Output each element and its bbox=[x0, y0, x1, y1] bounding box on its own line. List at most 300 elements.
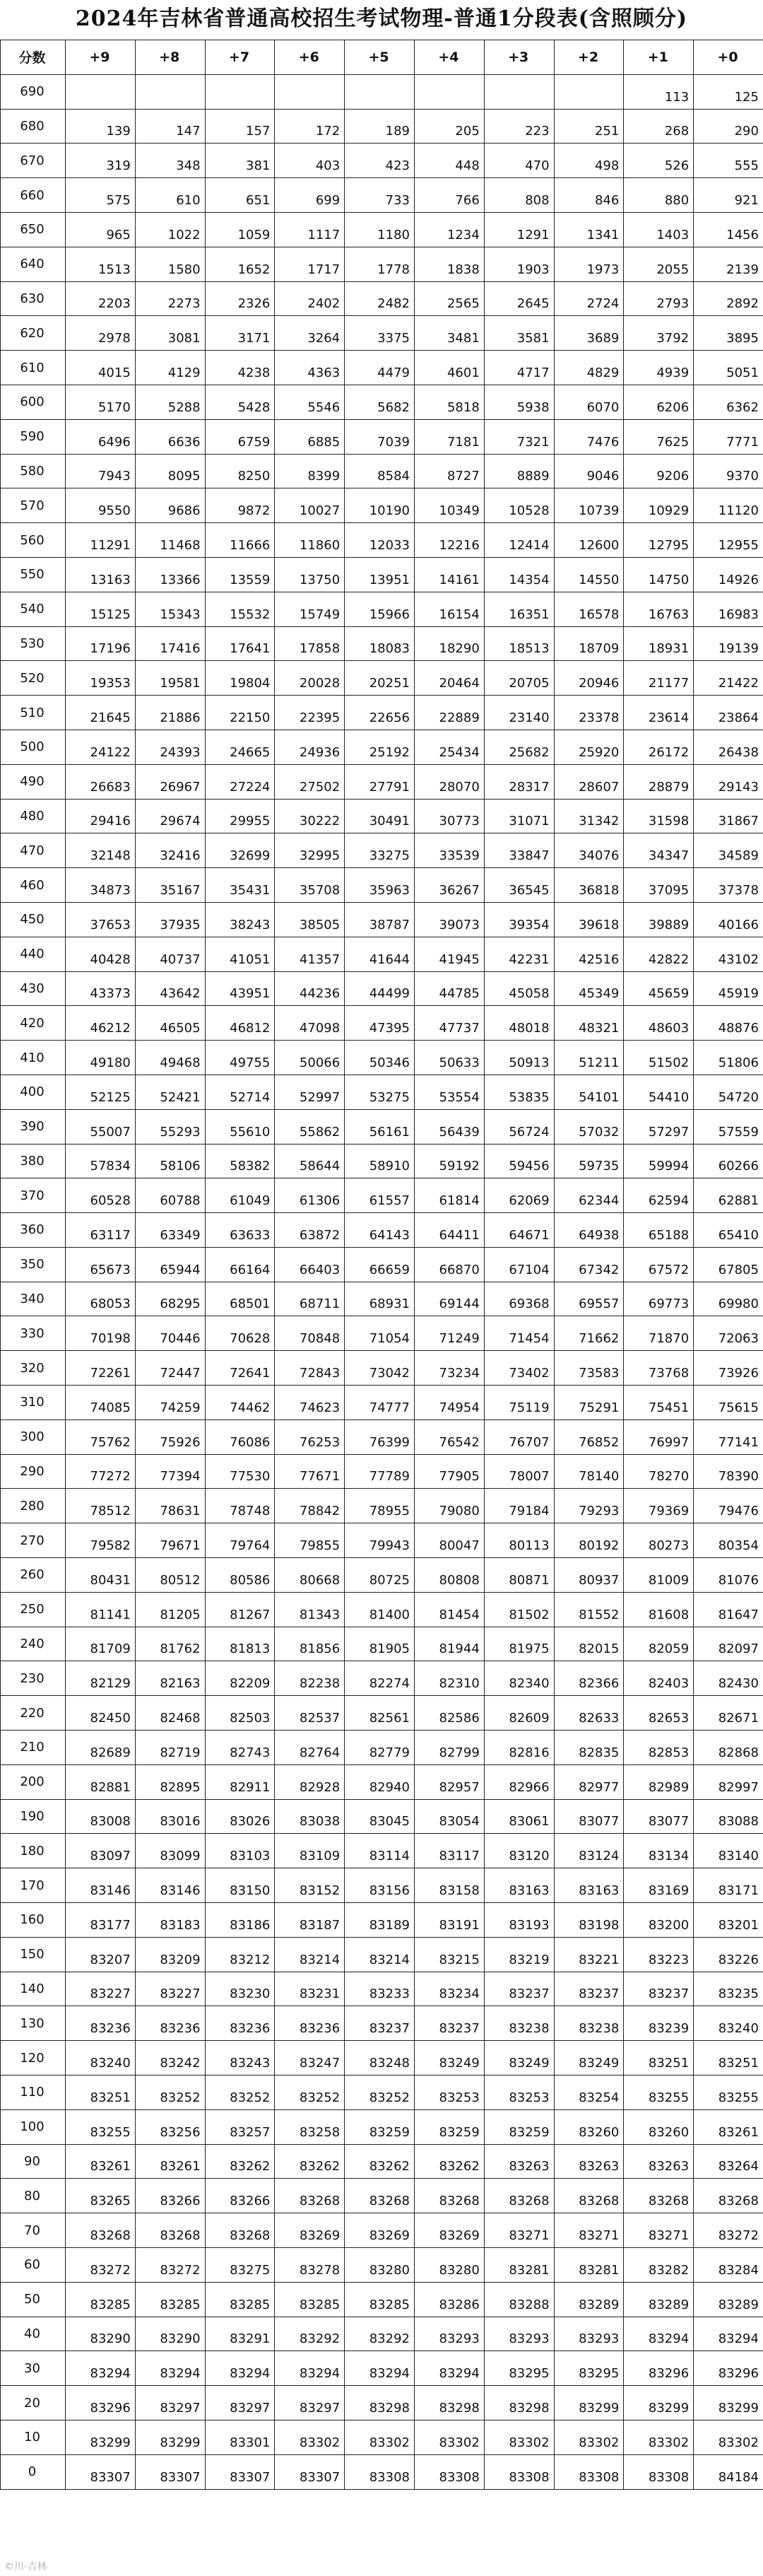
table-row bbox=[1, 109, 763, 144]
cumulative-count-cell: 82129 bbox=[66, 1661, 136, 1696]
cumulative-count-cell: 83307 bbox=[205, 2454, 275, 2489]
cumulative-count-cell: 7943 bbox=[66, 454, 136, 488]
cumulative-count-cell: 83163 bbox=[554, 1868, 624, 1903]
cumulative-count-cell: 83266 bbox=[135, 2179, 205, 2213]
cumulative-count-cell: 30773 bbox=[414, 799, 484, 833]
cumulative-count-cell: 10528 bbox=[484, 488, 554, 523]
cumulative-count-cell: 9550 bbox=[66, 488, 136, 523]
score-cell: 260 bbox=[1, 1558, 66, 1593]
cumulative-count-cell: 67805 bbox=[694, 1247, 763, 1282]
cumulative-count-cell bbox=[345, 74, 415, 109]
cumulative-count-cell: 83263 bbox=[624, 2144, 694, 2179]
cumulative-count-cell: 60528 bbox=[66, 1178, 136, 1213]
cumulative-count-cell: 76086 bbox=[205, 1419, 275, 1454]
cumulative-count-cell: 37653 bbox=[66, 902, 136, 937]
cumulative-count-cell: 23864 bbox=[694, 696, 763, 730]
cumulative-count-cell: 4601 bbox=[414, 351, 484, 385]
table-row bbox=[1, 2282, 763, 2317]
column-header-offset: +1 bbox=[624, 40, 694, 75]
cumulative-count-cell: 52997 bbox=[275, 1075, 345, 1109]
cumulative-count-cell: 82719 bbox=[135, 1731, 205, 1765]
cumulative-count-cell: 83261 bbox=[694, 2109, 763, 2144]
cumulative-count-cell: 83261 bbox=[135, 2144, 205, 2179]
cumulative-count-cell: 60266 bbox=[694, 1144, 763, 1178]
cumulative-count-cell: 223 bbox=[484, 109, 554, 144]
cumulative-count-cell: 20946 bbox=[554, 661, 624, 696]
cumulative-count-cell: 68053 bbox=[66, 1282, 136, 1316]
cumulative-count-cell: 2892 bbox=[694, 281, 763, 316]
cumulative-count-cell: 83255 bbox=[66, 2109, 136, 2144]
cumulative-count-cell: 2139 bbox=[694, 247, 763, 281]
cumulative-count-cell: 20251 bbox=[345, 661, 415, 696]
cumulative-count-cell: 82977 bbox=[554, 1764, 624, 1799]
cumulative-count-cell: 60788 bbox=[135, 1178, 205, 1213]
cumulative-count-cell bbox=[414, 74, 484, 109]
table-row bbox=[1, 1316, 763, 1351]
cumulative-count-cell: 83230 bbox=[205, 1972, 275, 2006]
score-cell: 10 bbox=[1, 2420, 66, 2454]
cumulative-count-cell: 83294 bbox=[135, 2351, 205, 2386]
cumulative-count-cell: 83268 bbox=[275, 2179, 345, 2213]
cumulative-count-cell: 12955 bbox=[694, 523, 763, 558]
cumulative-count-cell: 77394 bbox=[135, 1454, 205, 1489]
cumulative-count-cell: 65944 bbox=[135, 1247, 205, 1282]
cumulative-count-cell: 57834 bbox=[66, 1144, 136, 1178]
cumulative-count-cell: 51502 bbox=[624, 1041, 694, 1075]
cumulative-count-cell: 83254 bbox=[554, 2076, 624, 2110]
cumulative-count-cell: 83302 bbox=[345, 2420, 415, 2454]
cumulative-count-cell: 42822 bbox=[624, 937, 694, 971]
cumulative-count-cell: 8727 bbox=[414, 454, 484, 488]
cumulative-count-cell: 83293 bbox=[414, 2317, 484, 2351]
cumulative-count-cell: 83285 bbox=[66, 2282, 136, 2317]
cumulative-count-cell: 80668 bbox=[275, 1558, 345, 1593]
cumulative-count-cell: 268 bbox=[624, 109, 694, 144]
cumulative-count-cell: 83156 bbox=[345, 1868, 415, 1903]
cumulative-count-cell: 83198 bbox=[554, 1903, 624, 1938]
cumulative-count-cell: 83236 bbox=[66, 2006, 136, 2041]
cumulative-count-cell: 83249 bbox=[414, 2041, 484, 2076]
cumulative-count-cell: 83296 bbox=[694, 2351, 763, 2386]
cumulative-count-cell: 83294 bbox=[694, 2317, 763, 2351]
cumulative-count-cell: 75291 bbox=[554, 1386, 624, 1420]
score-cell: 30 bbox=[1, 2351, 66, 2386]
cumulative-count-cell: 27224 bbox=[205, 764, 275, 799]
score-cell: 680 bbox=[1, 109, 66, 144]
score-cell: 360 bbox=[1, 1213, 66, 1248]
cumulative-count-cell: 3689 bbox=[554, 316, 624, 351]
cumulative-count-cell: 83240 bbox=[694, 2006, 763, 2041]
score-cell: 410 bbox=[1, 1041, 66, 1075]
cumulative-count-cell: 56724 bbox=[484, 1109, 554, 1144]
cumulative-count-cell: 46212 bbox=[66, 1006, 136, 1041]
cumulative-count-cell: 79671 bbox=[135, 1523, 205, 1558]
page-title: 2024年吉林省普通高校招生考试物理-普通1分段表(含照顾分) bbox=[75, 6, 688, 31]
cumulative-count-cell: 19139 bbox=[694, 626, 763, 661]
table-row bbox=[1, 1799, 763, 1834]
cumulative-count-cell: 1778 bbox=[345, 247, 415, 281]
cumulative-count-cell: 1903 bbox=[484, 247, 554, 281]
cumulative-count-cell: 21645 bbox=[66, 696, 136, 730]
cumulative-count-cell: 32995 bbox=[275, 833, 345, 868]
cumulative-count-cell: 70628 bbox=[205, 1316, 275, 1351]
cumulative-count-cell: 82940 bbox=[345, 1764, 415, 1799]
cumulative-count-cell: 83152 bbox=[275, 1868, 345, 1903]
cumulative-count-cell: 6759 bbox=[205, 419, 275, 454]
cumulative-count-cell: 12600 bbox=[554, 523, 624, 558]
score-cell: 150 bbox=[1, 1937, 66, 1972]
cumulative-count-cell: 77671 bbox=[275, 1454, 345, 1489]
cumulative-count-cell: 64143 bbox=[345, 1213, 415, 1248]
cumulative-count-cell: 39618 bbox=[554, 902, 624, 937]
cumulative-count-cell: 81267 bbox=[205, 1592, 275, 1627]
cumulative-count-cell: 76707 bbox=[484, 1419, 554, 1454]
cumulative-count-cell: 83290 bbox=[66, 2317, 136, 2351]
cumulative-count-cell: 82928 bbox=[275, 1764, 345, 1799]
cumulative-count-cell: 25434 bbox=[414, 730, 484, 764]
cumulative-count-cell: 81944 bbox=[414, 1627, 484, 1661]
cumulative-count-cell: 82450 bbox=[66, 1696, 136, 1731]
cumulative-count-cell: 83253 bbox=[484, 2076, 554, 2110]
score-cell: 440 bbox=[1, 937, 66, 971]
cumulative-count-cell: 83259 bbox=[414, 2109, 484, 2144]
cumulative-count-cell: 82689 bbox=[66, 1731, 136, 1765]
table-row bbox=[1, 764, 763, 799]
score-cell: 640 bbox=[1, 247, 66, 281]
cumulative-count-cell: 83272 bbox=[694, 2213, 763, 2248]
cumulative-count-cell: 18083 bbox=[345, 626, 415, 661]
cumulative-count-cell: 83186 bbox=[205, 1903, 275, 1938]
cumulative-count-cell: 26683 bbox=[66, 764, 136, 799]
cumulative-count-cell: 77530 bbox=[205, 1454, 275, 1489]
cumulative-count-cell: 83158 bbox=[414, 1868, 484, 1903]
cumulative-count-cell: 83169 bbox=[624, 1868, 694, 1903]
cumulative-count-cell: 113 bbox=[624, 74, 694, 109]
cumulative-count-cell: 52421 bbox=[135, 1075, 205, 1109]
cumulative-count-cell: 57297 bbox=[624, 1109, 694, 1144]
cumulative-count-cell: 251 bbox=[554, 109, 624, 144]
cumulative-count-cell: 4717 bbox=[484, 351, 554, 385]
cumulative-count-cell: 2482 bbox=[345, 281, 415, 316]
cumulative-count-cell: 83038 bbox=[275, 1799, 345, 1834]
cumulative-count-cell: 83302 bbox=[484, 2420, 554, 2454]
cumulative-count-cell: 83285 bbox=[275, 2282, 345, 2317]
cumulative-count-cell: 11860 bbox=[275, 523, 345, 558]
cumulative-count-cell: 49755 bbox=[205, 1041, 275, 1075]
cumulative-count-cell: 74954 bbox=[414, 1386, 484, 1420]
cumulative-count-cell: 82989 bbox=[624, 1764, 694, 1799]
cumulative-count-cell: 83268 bbox=[624, 2179, 694, 2213]
cumulative-count-cell: 55007 bbox=[66, 1109, 136, 1144]
cumulative-count-cell: 48876 bbox=[694, 1006, 763, 1041]
cumulative-count-cell: 73583 bbox=[554, 1351, 624, 1386]
cumulative-count-cell: 82957 bbox=[414, 1764, 484, 1799]
cumulative-count-cell: 61306 bbox=[275, 1178, 345, 1213]
cumulative-count-cell: 72641 bbox=[205, 1351, 275, 1386]
cumulative-count-cell: 26967 bbox=[135, 764, 205, 799]
cumulative-count-cell: 82881 bbox=[66, 1764, 136, 1799]
cumulative-count-cell: 81454 bbox=[414, 1592, 484, 1627]
cumulative-count-cell: 20464 bbox=[414, 661, 484, 696]
cumulative-count-cell: 83284 bbox=[694, 2248, 763, 2283]
cumulative-count-cell: 1580 bbox=[135, 247, 205, 281]
score-cell: 40 bbox=[1, 2317, 66, 2351]
cumulative-count-cell: 83266 bbox=[205, 2179, 275, 2213]
table-body bbox=[1, 74, 763, 2489]
score-cell: 450 bbox=[1, 902, 66, 937]
score-cell: 580 bbox=[1, 454, 66, 488]
table-row bbox=[1, 1627, 763, 1661]
cumulative-count-cell: 81076 bbox=[694, 1558, 763, 1593]
cumulative-count-cell: 47737 bbox=[414, 1006, 484, 1041]
cumulative-count-cell: 31342 bbox=[554, 799, 624, 833]
cumulative-count-cell: 34589 bbox=[694, 833, 763, 868]
cumulative-count-cell: 13750 bbox=[275, 557, 345, 592]
cumulative-count-cell: 83260 bbox=[624, 2109, 694, 2144]
cumulative-count-cell: 14354 bbox=[484, 557, 554, 592]
cumulative-count-cell: 19581 bbox=[135, 661, 205, 696]
cumulative-count-cell: 83124 bbox=[554, 1834, 624, 1868]
table-row bbox=[1, 247, 763, 281]
cumulative-count-cell: 21422 bbox=[694, 661, 763, 696]
cumulative-count-cell: 83252 bbox=[205, 2076, 275, 2110]
cumulative-count-cell: 81205 bbox=[135, 1592, 205, 1627]
cumulative-count-cell: 15532 bbox=[205, 592, 275, 626]
cumulative-count-cell: 12216 bbox=[414, 523, 484, 558]
cumulative-count-cell: 78270 bbox=[624, 1454, 694, 1489]
cumulative-count-cell: 1180 bbox=[345, 212, 415, 247]
cumulative-count-cell: 65410 bbox=[694, 1213, 763, 1248]
cumulative-count-cell: 83292 bbox=[345, 2317, 415, 2351]
cumulative-count-cell: 79080 bbox=[414, 1489, 484, 1523]
cumulative-count-cell: 83251 bbox=[66, 2076, 136, 2110]
score-cell: 650 bbox=[1, 212, 66, 247]
cumulative-count-cell: 66870 bbox=[414, 1247, 484, 1282]
cumulative-count-cell: 23140 bbox=[484, 696, 554, 730]
cumulative-count-cell: 80047 bbox=[414, 1523, 484, 1558]
table-row bbox=[1, 385, 763, 419]
cumulative-count-cell: 78748 bbox=[205, 1489, 275, 1523]
cumulative-count-cell: 21886 bbox=[135, 696, 205, 730]
cumulative-count-cell: 46505 bbox=[135, 1006, 205, 1041]
score-cell: 100 bbox=[1, 2109, 66, 2144]
cumulative-count-cell: 79476 bbox=[694, 1489, 763, 1523]
cumulative-count-cell: 78512 bbox=[66, 1489, 136, 1523]
score-cell: 480 bbox=[1, 799, 66, 833]
cumulative-count-cell: 78631 bbox=[135, 1489, 205, 1523]
cumulative-count-cell: 70848 bbox=[275, 1316, 345, 1351]
cumulative-count-cell: 83271 bbox=[624, 2213, 694, 2248]
cumulative-count-cell: 83237 bbox=[484, 1972, 554, 2006]
cumulative-count-cell: 83239 bbox=[624, 2006, 694, 2041]
cumulative-count-cell: 8250 bbox=[205, 454, 275, 488]
cumulative-count-cell: 83268 bbox=[205, 2213, 275, 2248]
cumulative-count-cell: 651 bbox=[205, 178, 275, 213]
cumulative-count-cell: 83077 bbox=[624, 1799, 694, 1834]
cumulative-count-cell: 83294 bbox=[414, 2351, 484, 2386]
cumulative-count-cell: 68501 bbox=[205, 1282, 275, 1316]
cumulative-count-cell: 83297 bbox=[275, 2386, 345, 2420]
table-row bbox=[1, 316, 763, 351]
cumulative-count-cell: 81502 bbox=[484, 1592, 554, 1627]
cumulative-count-cell: 50346 bbox=[345, 1041, 415, 1075]
cumulative-count-cell: 83297 bbox=[135, 2386, 205, 2420]
cumulative-count-cell: 70446 bbox=[135, 1316, 205, 1351]
cumulative-count-cell: 83054 bbox=[414, 1799, 484, 1834]
cumulative-count-cell: 67572 bbox=[624, 1247, 694, 1282]
cumulative-count-cell: 83272 bbox=[135, 2248, 205, 2283]
cumulative-count-cell: 83248 bbox=[345, 2041, 415, 2076]
table-row bbox=[1, 1351, 763, 1386]
cumulative-count-cell: 83298 bbox=[414, 2386, 484, 2420]
table-row bbox=[1, 592, 763, 626]
cumulative-count-cell: 58106 bbox=[135, 1144, 205, 1178]
cumulative-count-cell: 71054 bbox=[345, 1316, 415, 1351]
table-row bbox=[1, 212, 763, 247]
cumulative-count-cell: 83298 bbox=[484, 2386, 554, 2420]
cumulative-count-cell: 80937 bbox=[554, 1558, 624, 1593]
table-row bbox=[1, 661, 763, 696]
cumulative-count-cell: 82340 bbox=[484, 1661, 554, 1696]
cumulative-count-cell: 72843 bbox=[275, 1351, 345, 1386]
cumulative-count-cell: 22150 bbox=[205, 696, 275, 730]
cumulative-count-cell: 44499 bbox=[345, 971, 415, 1006]
cumulative-count-cell: 83268 bbox=[694, 2179, 763, 2213]
score-cell: 510 bbox=[1, 696, 66, 730]
score-cell: 330 bbox=[1, 1316, 66, 1351]
cumulative-count-cell: 83299 bbox=[66, 2420, 136, 2454]
cumulative-count-cell: 290 bbox=[694, 109, 763, 144]
cumulative-count-cell: 1022 bbox=[135, 212, 205, 247]
cumulative-count-cell: 16763 bbox=[624, 592, 694, 626]
cumulative-count-cell: 82911 bbox=[205, 1764, 275, 1799]
cumulative-count-cell: 5170 bbox=[66, 385, 136, 419]
cumulative-count-cell: 48018 bbox=[484, 1006, 554, 1041]
cumulative-count-cell: 6496 bbox=[66, 419, 136, 454]
cumulative-count-cell: 83272 bbox=[66, 2248, 136, 2283]
cumulative-count-cell: 83271 bbox=[484, 2213, 554, 2248]
cumulative-count-cell: 43642 bbox=[135, 971, 205, 1006]
cumulative-count-cell: 83191 bbox=[414, 1903, 484, 1938]
cumulative-count-cell: 83249 bbox=[554, 2041, 624, 2076]
cumulative-count-cell: 32148 bbox=[66, 833, 136, 868]
cumulative-count-cell: 83193 bbox=[484, 1903, 554, 1938]
cumulative-count-cell: 61557 bbox=[345, 1178, 415, 1213]
table-row bbox=[1, 74, 763, 109]
table-row bbox=[1, 557, 763, 592]
cumulative-count-cell: 71662 bbox=[554, 1316, 624, 1351]
cumulative-count-cell: 83215 bbox=[414, 1937, 484, 1972]
cumulative-count-cell: 13366 bbox=[135, 557, 205, 592]
cumulative-count-cell: 44236 bbox=[275, 971, 345, 1006]
cumulative-count-cell: 83302 bbox=[694, 2420, 763, 2454]
cumulative-count-cell: 65673 bbox=[66, 1247, 136, 1282]
cumulative-count-cell: 2978 bbox=[66, 316, 136, 351]
cumulative-count-cell: 80113 bbox=[484, 1523, 554, 1558]
cumulative-count-cell: 83146 bbox=[66, 1868, 136, 1903]
table-row bbox=[1, 868, 763, 903]
cumulative-count-cell: 29416 bbox=[66, 799, 136, 833]
cumulative-count-cell: 2203 bbox=[66, 281, 136, 316]
cumulative-count-cell: 7039 bbox=[345, 419, 415, 454]
cumulative-count-cell: 83251 bbox=[624, 2041, 694, 2076]
cumulative-count-cell: 83296 bbox=[624, 2351, 694, 2386]
cumulative-count-cell: 26438 bbox=[694, 730, 763, 764]
table-row bbox=[1, 1419, 763, 1454]
cumulative-count-cell: 10929 bbox=[624, 488, 694, 523]
cumulative-count-cell: 381 bbox=[205, 144, 275, 178]
cumulative-count-cell: 58644 bbox=[275, 1144, 345, 1178]
cumulative-count-cell: 35708 bbox=[275, 868, 345, 903]
cumulative-count-cell: 80808 bbox=[414, 1558, 484, 1593]
cumulative-count-cell: 83256 bbox=[135, 2109, 205, 2144]
cumulative-count-cell: 29955 bbox=[205, 799, 275, 833]
cumulative-count-cell: 32699 bbox=[205, 833, 275, 868]
cumulative-count-cell: 75762 bbox=[66, 1419, 136, 1454]
cumulative-count-cell: 83109 bbox=[275, 1834, 345, 1868]
cumulative-count-cell: 766 bbox=[414, 178, 484, 213]
cumulative-count-cell: 83243 bbox=[205, 2041, 275, 2076]
cumulative-count-cell: 50066 bbox=[275, 1041, 345, 1075]
score-cell: 390 bbox=[1, 1109, 66, 1144]
score-cell: 370 bbox=[1, 1178, 66, 1213]
cumulative-count-cell: 82561 bbox=[345, 1696, 415, 1731]
cumulative-count-cell: 82403 bbox=[624, 1661, 694, 1696]
cumulative-count-cell: 40166 bbox=[694, 902, 763, 937]
table-row bbox=[1, 1903, 763, 1938]
score-cell: 520 bbox=[1, 661, 66, 696]
cumulative-count-cell: 83299 bbox=[694, 2386, 763, 2420]
cumulative-count-cell: 157 bbox=[205, 109, 275, 144]
table-row bbox=[1, 2248, 763, 2283]
score-cell: 570 bbox=[1, 488, 66, 523]
cumulative-count-cell: 81813 bbox=[205, 1627, 275, 1661]
cumulative-count-cell: 4129 bbox=[135, 351, 205, 385]
cumulative-count-cell: 83134 bbox=[624, 1834, 694, 1868]
cumulative-count-cell: 81905 bbox=[345, 1627, 415, 1661]
score-cell: 380 bbox=[1, 1144, 66, 1178]
cumulative-count-cell: 75615 bbox=[694, 1386, 763, 1420]
cumulative-count-cell: 6885 bbox=[275, 419, 345, 454]
cumulative-count-cell: 76253 bbox=[275, 1419, 345, 1454]
table-row bbox=[1, 1178, 763, 1213]
cumulative-count-cell: 18290 bbox=[414, 626, 484, 661]
cumulative-count-cell: 6070 bbox=[554, 385, 624, 419]
cumulative-count-cell: 83288 bbox=[484, 2282, 554, 2317]
score-cell: 490 bbox=[1, 764, 66, 799]
table-row bbox=[1, 1006, 763, 1041]
cumulative-count-cell: 77905 bbox=[414, 1454, 484, 1489]
column-header-offset: +6 bbox=[275, 40, 345, 75]
cumulative-count-cell: 67104 bbox=[484, 1247, 554, 1282]
cumulative-count-cell: 39889 bbox=[624, 902, 694, 937]
cumulative-count-cell: 3581 bbox=[484, 316, 554, 351]
cumulative-count-cell: 82764 bbox=[275, 1731, 345, 1765]
cumulative-count-cell: 1117 bbox=[275, 212, 345, 247]
cumulative-count-cell: 30222 bbox=[275, 799, 345, 833]
cumulative-count-cell: 7771 bbox=[694, 419, 763, 454]
cumulative-count-cell: 84184 bbox=[694, 2454, 763, 2489]
cumulative-count-cell: 18709 bbox=[554, 626, 624, 661]
cumulative-count-cell: 83233 bbox=[345, 1972, 415, 2006]
cumulative-count-cell: 79943 bbox=[345, 1523, 415, 1558]
table-row bbox=[1, 1834, 763, 1868]
cumulative-count-cell: 28607 bbox=[554, 764, 624, 799]
cumulative-count-cell: 11291 bbox=[66, 523, 136, 558]
cumulative-count-cell: 526 bbox=[624, 144, 694, 178]
table-row bbox=[1, 2386, 763, 2420]
cumulative-count-cell: 83177 bbox=[66, 1903, 136, 1938]
